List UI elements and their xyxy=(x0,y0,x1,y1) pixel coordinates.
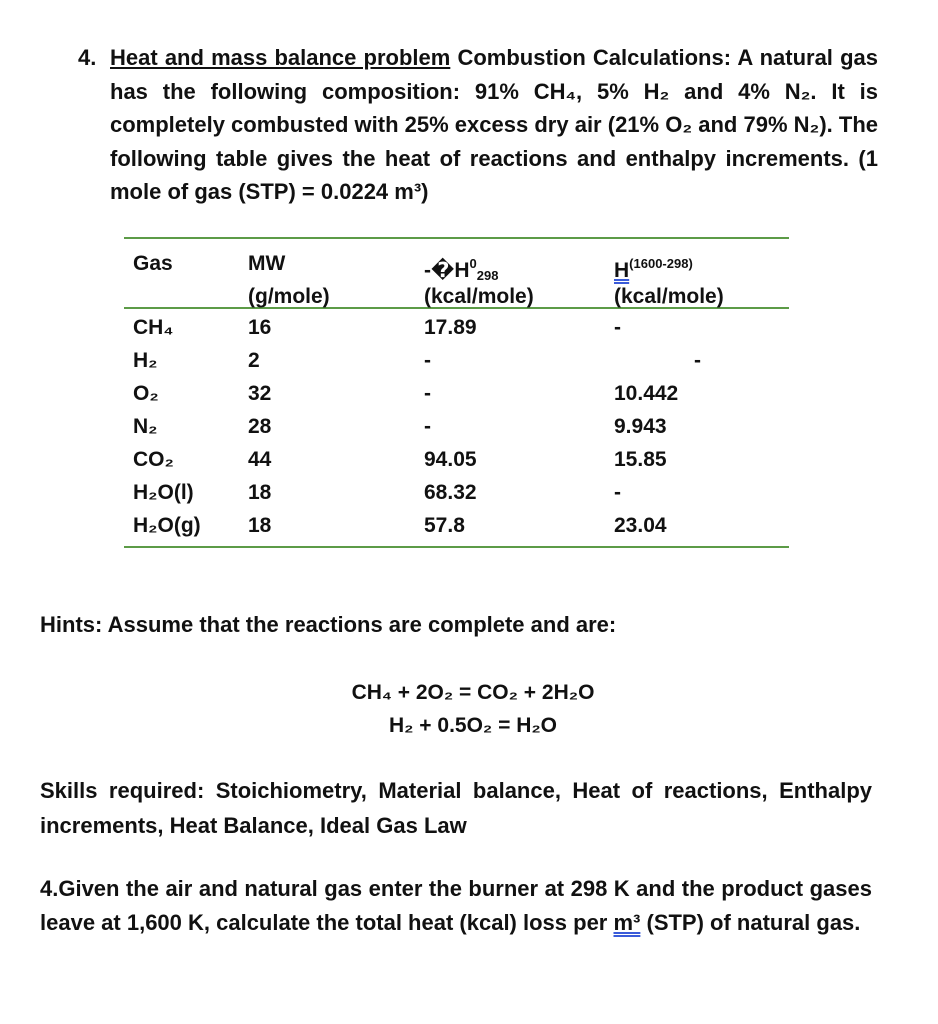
problem-text xyxy=(110,41,878,209)
header-dh-prefix: -�H xyxy=(424,259,470,282)
cell-dh: 57.8 xyxy=(424,514,465,537)
table-row xyxy=(124,311,789,344)
header-dh-unit: (kcal/mole) xyxy=(424,285,534,308)
cell-h: 15.85 xyxy=(614,448,667,471)
header-mw-unit: (g/mole) xyxy=(248,285,330,308)
header-dh-sub: 298 xyxy=(476,268,499,283)
cell-h: - xyxy=(694,349,701,372)
header-h-sup: (1600-298) xyxy=(629,256,693,271)
problem-line-3: completely combusted with 25% excess dry air (21% O₂ and 79% xyxy=(110,112,788,137)
table-row xyxy=(124,377,789,410)
cell-mw: 32 xyxy=(248,382,272,405)
table-row xyxy=(124,509,789,542)
cell-mw: 16 xyxy=(248,316,272,339)
cell-h: 9.943 xyxy=(614,415,667,438)
cell-mw: 44 xyxy=(248,448,272,471)
cell-dh: - xyxy=(424,349,431,372)
cell-mw: 2 xyxy=(248,349,260,372)
header-h-unit: (kcal/mole) xyxy=(614,285,724,308)
header-dh-sup: 0 xyxy=(469,256,477,271)
cell-dh: 94.05 xyxy=(424,448,477,471)
cell-h: 23.04 xyxy=(614,514,667,537)
cell-gas: H₂ xyxy=(133,349,158,372)
table-header xyxy=(124,239,789,309)
problem-line-2: gas has the following composition: 91% CH₄, 5% H₂ and 4% N₂. It is xyxy=(110,45,878,104)
cell-mw: 18 xyxy=(248,514,272,537)
problem-line-1: Combustion Calculations: A natural xyxy=(450,45,833,70)
problem-title: Heat and mass balance problem xyxy=(110,45,451,70)
table-row xyxy=(124,443,789,476)
problem-number: 4. xyxy=(78,45,97,70)
problem-line-5: increments. (1 mole of gas (STP) = 0.0224 m³) xyxy=(110,145,878,204)
hints-text: Hints: Assume that the reactions are complete and are: xyxy=(40,612,617,637)
cell-dh: 68.32 xyxy=(424,481,477,504)
cell-h: 10.442 xyxy=(614,382,679,405)
cell-h: - xyxy=(614,481,621,504)
question-text xyxy=(40,872,872,939)
cell-mw: 28 xyxy=(248,415,272,438)
cell-gas: H₂O(g) xyxy=(133,514,201,537)
cell-h: - xyxy=(614,316,621,339)
equation-hydrogen: H₂ + 0.5O₂ = H₂O xyxy=(388,714,558,737)
cell-gas: H₂O(l) xyxy=(133,481,194,504)
cell-gas: O₂ xyxy=(133,382,159,405)
problem-statement xyxy=(78,41,878,209)
problem-line-4: N₂). The following table gives the heat of reactions and enthalpy xyxy=(110,112,878,171)
question-before: 4.Given the air and natural gas enter the burner at 298 K and the product gases leave at 1,600 K, calculate the total heat (kcal) loss per xyxy=(40,876,872,935)
question-after: (STP) of natural gas. xyxy=(640,909,861,935)
cell-gas: CO₂ xyxy=(133,448,174,471)
table-row xyxy=(124,410,789,443)
table-row xyxy=(124,344,789,377)
cell-dh: 17.89 xyxy=(424,316,477,339)
reaction-equations xyxy=(0,676,938,742)
cell-dh: - xyxy=(424,382,431,405)
data-table xyxy=(124,237,789,548)
header-mw: MW xyxy=(248,252,286,275)
cell-mw: 18 xyxy=(248,481,272,504)
question-unit: m³ xyxy=(613,909,641,935)
equation-methane: CH₄ + 2O₂ = CO₂ + 2H₂O xyxy=(351,681,595,704)
header-h-main: H xyxy=(614,259,630,282)
header-gas: Gas xyxy=(133,252,173,275)
cell-dh: - xyxy=(424,415,431,438)
skills-required: Skills required: Stoichiometry, Material balance, Heat of reactions, Enthalpy increments, Heat Balance, Ideal Gas Law xyxy=(40,778,872,838)
cell-gas: N₂ xyxy=(133,415,158,438)
table-row xyxy=(124,476,789,509)
table-body xyxy=(124,309,789,546)
cell-gas: CH₄ xyxy=(133,316,174,339)
